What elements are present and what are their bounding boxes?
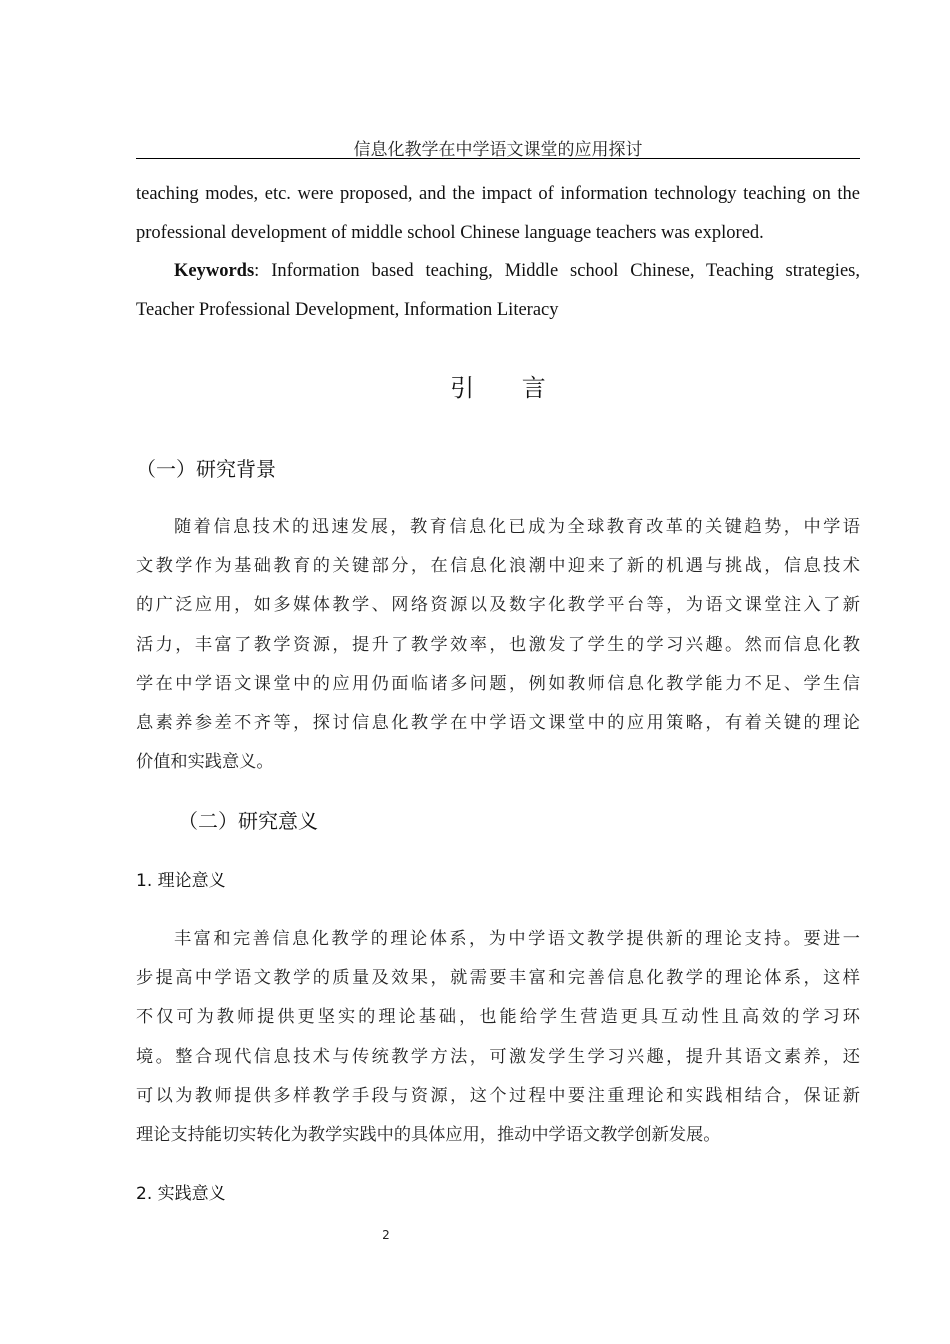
paragraph-line: 境。整合现代信息技术与传统教学方法，可激发学生学习兴趣，提升其语文素养，还 xyxy=(136,1046,860,1067)
paragraph-line: 步提高中学语文教学的质量及效果，就需要丰富和完善信息化教学的理论体系，这样 xyxy=(136,968,860,989)
paragraph-line: 文教学作为基础教育的关键部分，在信息化浪潮中迎来了新的机遇与挑战，信息技术 xyxy=(136,556,860,577)
paragraph-line: 价值和实践意义。 xyxy=(136,752,274,773)
paragraph-line: 活力，丰富了教学资源，提升了教学效率，也激发了学生的学习兴趣。然而信息化教 xyxy=(136,634,860,655)
keywords-paragraph xyxy=(136,252,860,330)
paragraph-line: 息素养参差不齐等，探讨信息化教学在中学语文课堂中的应用策略，有着关键的理论 xyxy=(136,713,860,734)
practice-heading: 2. 实践意义 xyxy=(136,1184,226,1204)
paragraph-line: 学在中学语文课堂中的应用仍面临诸多问题，例如教师信息化教学能力不足、学生信 xyxy=(136,673,860,694)
header-rule xyxy=(136,158,860,159)
page-number: 2 xyxy=(382,1228,390,1242)
abstract-line: professional development of middle school Chinese language teachers was explored. xyxy=(136,223,764,243)
paragraph-line: 可以为教师提供多样教学手段与资源，这个过程中要注重理论和实践相结合，保证新 xyxy=(136,1085,860,1106)
abstract-line: teaching modes, etc. were proposed, and the impact of information technology teaching on the xyxy=(136,184,860,204)
background-paragraph xyxy=(136,508,860,782)
significance-heading: （二）研究意义 xyxy=(178,809,318,833)
paragraph-line: 不仅可为教师提供更坚实的理论基础，也能给学生营造更具互动性且高效的学习环 xyxy=(136,1007,860,1028)
keywords-line xyxy=(136,252,860,291)
abstract-continued xyxy=(136,175,860,253)
keywords-list-part2: Teacher Professional Development, Information Literacy xyxy=(136,300,559,320)
introduction-title: 引 言 xyxy=(450,374,566,402)
paragraph-line: 丰富和完善信息化教学的理论体系，为中学语文教学提供新的理论支持。要进一 xyxy=(174,929,860,949)
keywords-list-part1: : Information based teaching, Middle school Chinese, Teaching strategies, xyxy=(254,261,860,281)
paragraph-line: 随着信息技术的迅速发展，教育信息化已成为全球教育改革的关键趋势，中学语 xyxy=(174,517,860,537)
background-heading: （一）研究背景 xyxy=(136,457,276,481)
paragraph-line: 的广泛应用，如多媒体教学、网络资源以及数字化教学平台等，为语文课堂注入了新 xyxy=(136,595,860,616)
keywords-label: Keywords xyxy=(174,261,255,281)
paragraph-line: 理论支持能切实转化为教学实践中的具体应用，推动中学语文教学创新发展。 xyxy=(136,1125,721,1146)
theory-heading: 1. 理论意义 xyxy=(136,871,226,891)
running-header: 信息化教学在中学语文课堂的应用探讨 xyxy=(353,140,643,160)
theory-paragraph xyxy=(136,920,860,1155)
